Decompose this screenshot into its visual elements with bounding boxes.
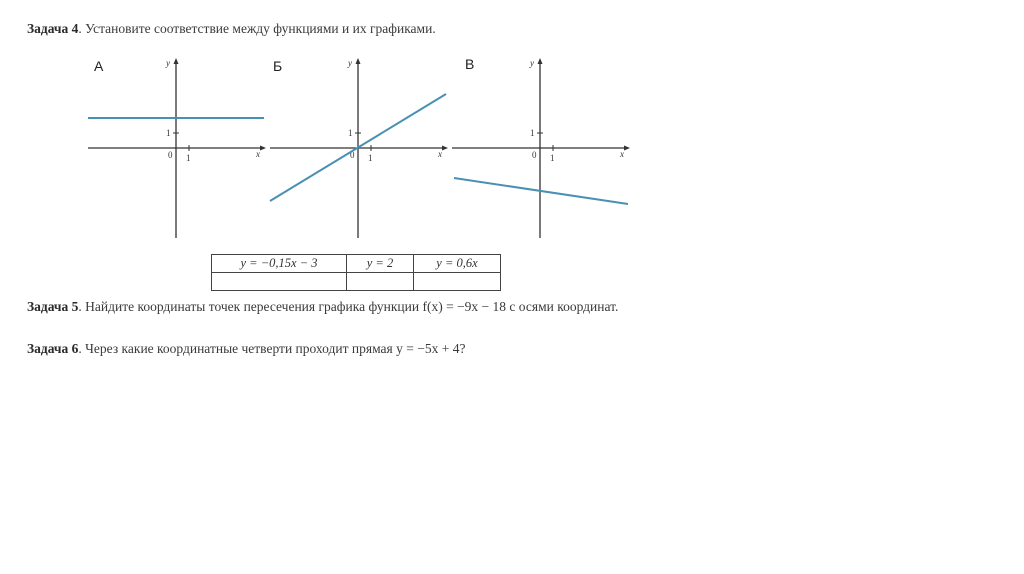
graph-b-tick-y-label: 1	[348, 128, 353, 138]
graph-a-origin: 0	[168, 150, 173, 160]
task-6	[27, 340, 465, 357]
graph-c-y-label: y	[530, 58, 534, 68]
graph-a	[86, 54, 268, 240]
match-table-header-row	[212, 255, 501, 273]
graph-b-origin: 0	[350, 150, 355, 160]
task-5-text: . Найдите координаты точек пересечения графика функции f(x) = −9x − 18 с осями координат.	[78, 299, 619, 314]
match-function-1: y = −0,15x − 3	[212, 255, 347, 273]
graph-b-svg	[268, 54, 450, 240]
task-4-text: . Установите соответствие между функциями и их графиками.	[78, 21, 436, 36]
match-table	[211, 254, 501, 291]
graph-b-x-arrow	[442, 146, 448, 151]
graph-a-x-label: x	[256, 149, 260, 159]
graph-a-y-arrow	[174, 58, 179, 64]
graph-c-x-arrow	[624, 146, 630, 151]
match-function-2: y = 2	[347, 255, 414, 273]
task-6-text: . Через какие координатные четверти проходит прямая y = −5x + 4?	[78, 341, 466, 356]
graph-c-line	[454, 178, 628, 204]
match-function-3: y = 0,6x	[414, 255, 501, 273]
graph-b-x-label: x	[438, 149, 442, 159]
graph-c-x-label: x	[620, 149, 624, 159]
graph-a-svg	[86, 54, 268, 240]
task-6-label: Задача 6	[27, 341, 79, 356]
task-5	[27, 298, 697, 315]
graph-b-y-label: y	[348, 58, 352, 68]
graph-a-y-label: y	[166, 58, 170, 68]
graph-a-tick-x-label: 1	[186, 153, 191, 163]
graph-c-tick-x-label: 1	[550, 153, 555, 163]
match-answer-1	[212, 273, 347, 291]
graph-a-letter: А	[94, 58, 104, 74]
task-4-label: Задача 4	[27, 21, 79, 36]
match-table-answer-row	[212, 273, 501, 291]
graph-c-letter: В	[465, 56, 475, 72]
match-answer-3	[414, 273, 501, 291]
graph-c-origin: 0	[532, 150, 537, 160]
graph-c-tick-y-label: 1	[530, 128, 535, 138]
graph-b-y-arrow	[356, 58, 361, 64]
graph-b-tick-x-label: 1	[368, 153, 373, 163]
graph-a-x-arrow	[260, 146, 266, 151]
graph-c-svg	[450, 54, 632, 240]
graph-b	[268, 54, 450, 240]
graph-a-tick-y-label: 1	[166, 128, 171, 138]
graph-c	[450, 54, 632, 240]
task-5-label: Задача 5	[27, 299, 79, 314]
match-answer-2	[347, 273, 414, 291]
graph-c-y-arrow	[538, 58, 543, 64]
task-4	[27, 20, 436, 37]
graph-b-letter: Б	[273, 58, 283, 74]
